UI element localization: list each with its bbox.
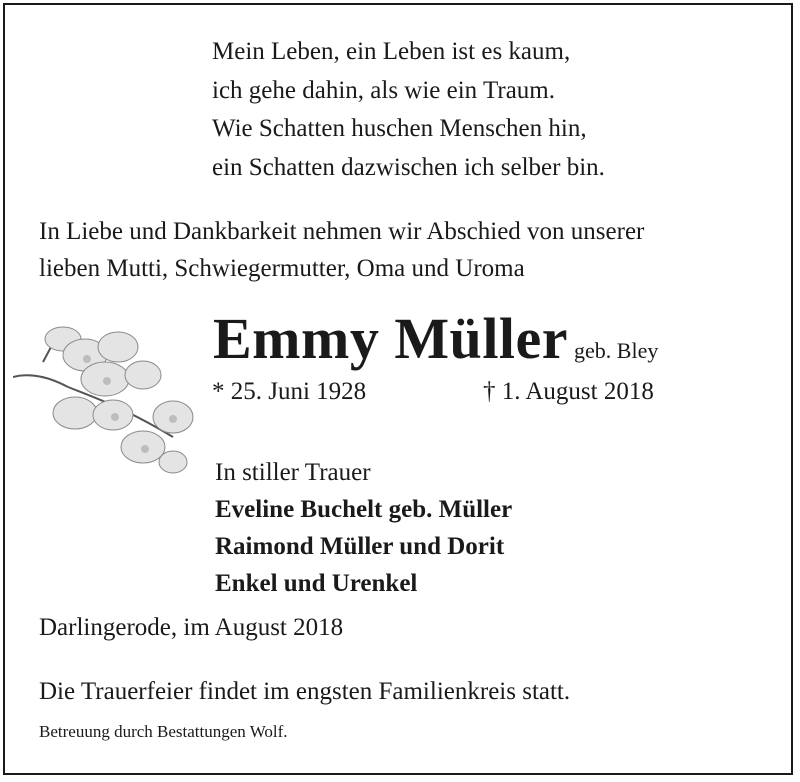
maiden-name: geb. Bley: [574, 338, 659, 363]
mourner-name: Eveline Buchelt geb. Müller: [215, 496, 513, 523]
mourner-name: Enkel und Urenkel: [215, 570, 418, 597]
place-date: Darlingerode, im August 2018: [39, 614, 344, 641]
deceased-name: Emmy Müller: [213, 306, 569, 371]
mourner-name: Raimond Müller und Dorit: [215, 533, 505, 560]
intro-text: [39, 213, 644, 287]
poem: [212, 33, 605, 187]
intro-line: In Liebe und Dankbarkeit nehmen wir Abschied von unserer: [39, 218, 645, 245]
intro-line: lieben Mutti, Schwiegermutter, Oma und Uroma: [39, 255, 525, 282]
mourners-block: [215, 454, 512, 602]
death-date: † 1. August 2018: [483, 378, 654, 405]
mourners-heading: In stiller Trauer: [215, 459, 371, 486]
poem-line: ich gehe dahin, als wie ein Traum.: [212, 76, 555, 104]
birth-date: * 25. Juni 1928: [212, 378, 367, 405]
funeral-note: Die Trauerfeier findet im engsten Familienkreis statt.: [39, 678, 571, 705]
obituary-frame: [3, 3, 793, 775]
undertaker-note: Betreuung durch Bestattungen Wolf.: [39, 722, 288, 741]
orchid-branch-icon: [13, 317, 205, 489]
poem-line: ein Schatten dazwischen ich selber bin.: [212, 153, 605, 181]
poem-line: Wie Schatten huschen Menschen hin,: [212, 115, 587, 142]
poem-line: Mein Leben, ein Leben ist es kaum,: [212, 38, 571, 65]
deceased-name-line: [213, 305, 658, 372]
